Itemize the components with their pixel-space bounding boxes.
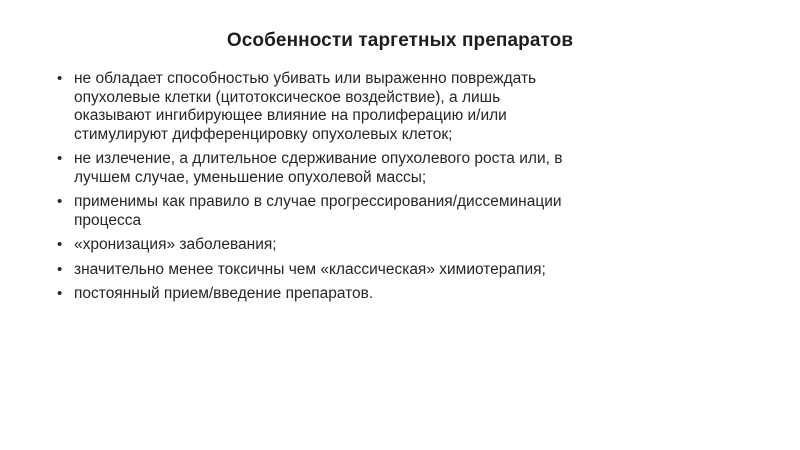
bullet-text-line: постоянный прием/введение препаратов. [74, 285, 374, 302]
slide-title: Особенности таргетных препаратов [226, 30, 574, 51]
bullet-text-line: «хронизация» заболевания; [74, 236, 277, 253]
bullet-item [55, 70, 735, 144]
bullet-item [55, 236, 735, 255]
bullet-list [55, 70, 735, 310]
bullet-text-line: стимулируют дифференцировку опухолевых клеток; [74, 125, 453, 143]
bullet-text-line: применимы как правило в случае прогрессирования/диссеминации [74, 193, 562, 210]
bullet-dot-icon: • [57, 285, 63, 302]
bullet-text-line: не излечение, а длительное сдерживание опухолевого роста или, в [74, 150, 563, 167]
bullet-item [55, 193, 735, 230]
bullet-dot-icon: • [57, 260, 63, 278]
bullet-dot-icon: • [57, 150, 63, 167]
bullet-text-line: значительно менее токсичны чем «классическая» химиотерапия; [74, 260, 546, 278]
bullet-item [55, 150, 735, 187]
bullet-text-line: опухолевые клетки (цитотоксическое воздействие), а лишь [74, 88, 501, 106]
bullet-dot-icon: • [57, 236, 63, 253]
bullet-item [55, 261, 735, 280]
bullet-text-line: не обладает способностью убивать или выраженно повреждать [74, 70, 537, 87]
bullet-text-line: оказывают ингибирующее влияние на пролиферацию и/или [74, 107, 507, 124]
bullet-dot-icon: • [57, 193, 63, 210]
bullet-text-line: лучшем случае, уменьшение опухолевой массы; [74, 168, 427, 186]
bullet-item [55, 285, 735, 304]
bullet-dot-icon: • [57, 70, 63, 87]
bullet-text-line: процесса [74, 211, 142, 229]
